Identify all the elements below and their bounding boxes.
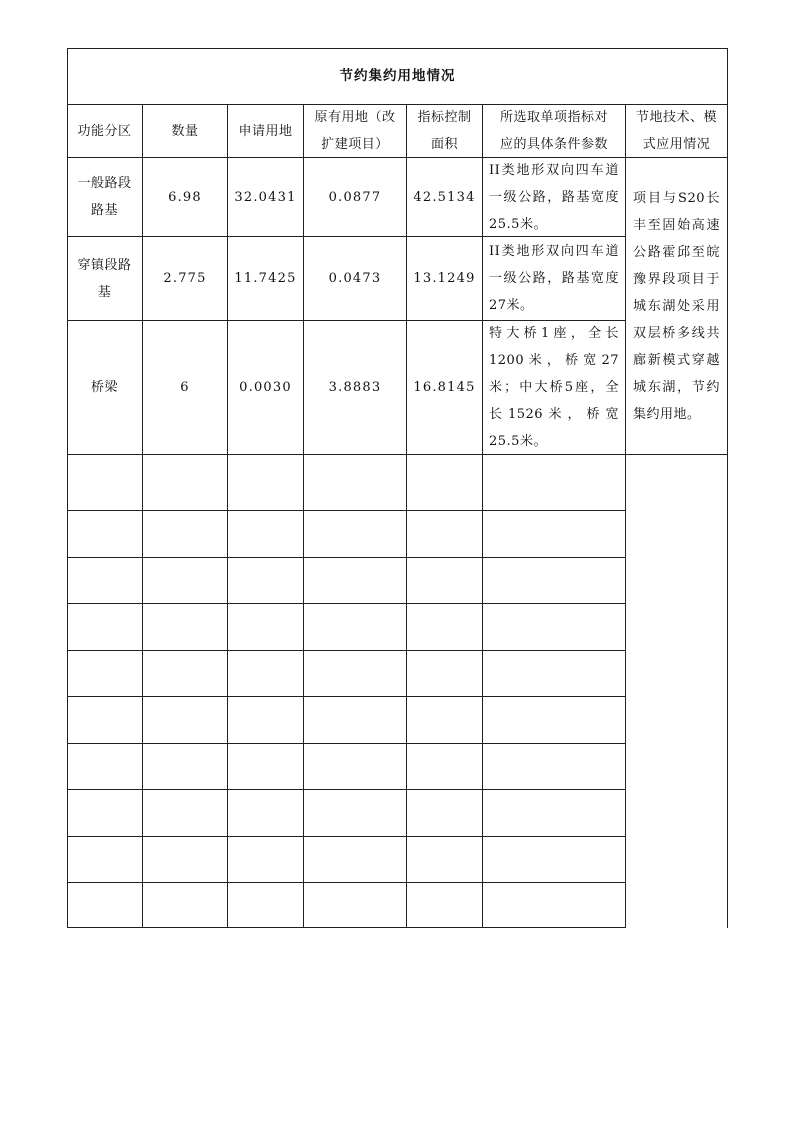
row3-quantity: 6: [180, 380, 190, 395]
row3-existing: 3.8883: [328, 380, 382, 395]
row1-zone: 一般路段路基: [77, 176, 132, 218]
table-title: 节约集约用地情况: [339, 68, 456, 84]
row-separator: [67, 603, 625, 604]
row-separator: [67, 789, 625, 790]
header-existing: 原有用地（改扩建项目）: [314, 110, 396, 152]
land-use-table: [67, 48, 728, 928]
row3-zone: 桥梁: [90, 380, 118, 395]
row3-apply: 0.0030: [239, 380, 292, 395]
header-conditions: 所选取单项指标对应的具体条件参数: [499, 110, 608, 152]
table-border-bottom: [67, 927, 625, 928]
row-separator: [67, 743, 625, 744]
technique-note: 项目与S20长丰至固始高速公路霍邱至皖豫界段项目于城东湖处采用双层桥多线共廊新模式穿越城东湖，节约集约用地。: [633, 190, 720, 422]
header-quantity: 数量: [171, 123, 199, 139]
row1-existing: 0.0877: [328, 189, 382, 205]
row1-apply: 32.0431: [234, 189, 297, 205]
row-separator: [67, 557, 625, 558]
row3-control: 16.8145: [413, 380, 476, 395]
row-separator: [67, 696, 625, 697]
row2-zone: 穿镇段路基: [77, 257, 132, 300]
row1-quantity: 6.98: [168, 189, 202, 205]
row2-control: 13.1249: [413, 271, 476, 286]
row-separator: [67, 454, 728, 455]
row2-apply: 11.7425: [234, 271, 297, 286]
row2-quantity: 2.775: [163, 271, 207, 286]
row-separator: [67, 882, 625, 883]
table-border-right: [727, 48, 728, 928]
row2-existing: 0.0473: [328, 271, 382, 286]
row-separator: [67, 510, 625, 511]
row2-conditions: II类地形双向四车道一级公路，路基宽度27米。: [489, 244, 619, 313]
row3-conditions: 特大桥1座，全长1200米，桥宽27米；中大桥5座，全长1526米，桥宽25.5米。: [489, 326, 619, 449]
header-control: 指标控制面积: [417, 110, 472, 152]
header-technique: 节地技术、模式应用情况: [635, 110, 717, 152]
header-zone: 功能分区: [77, 123, 132, 139]
row1-conditions: II类地形双向四车道一级公路，路基宽度25.5米。: [489, 162, 619, 232]
row1-control: 42.5134: [413, 189, 476, 205]
row-separator: [67, 836, 625, 837]
row-separator: [67, 650, 625, 651]
header-apply: 申请用地: [238, 123, 293, 139]
